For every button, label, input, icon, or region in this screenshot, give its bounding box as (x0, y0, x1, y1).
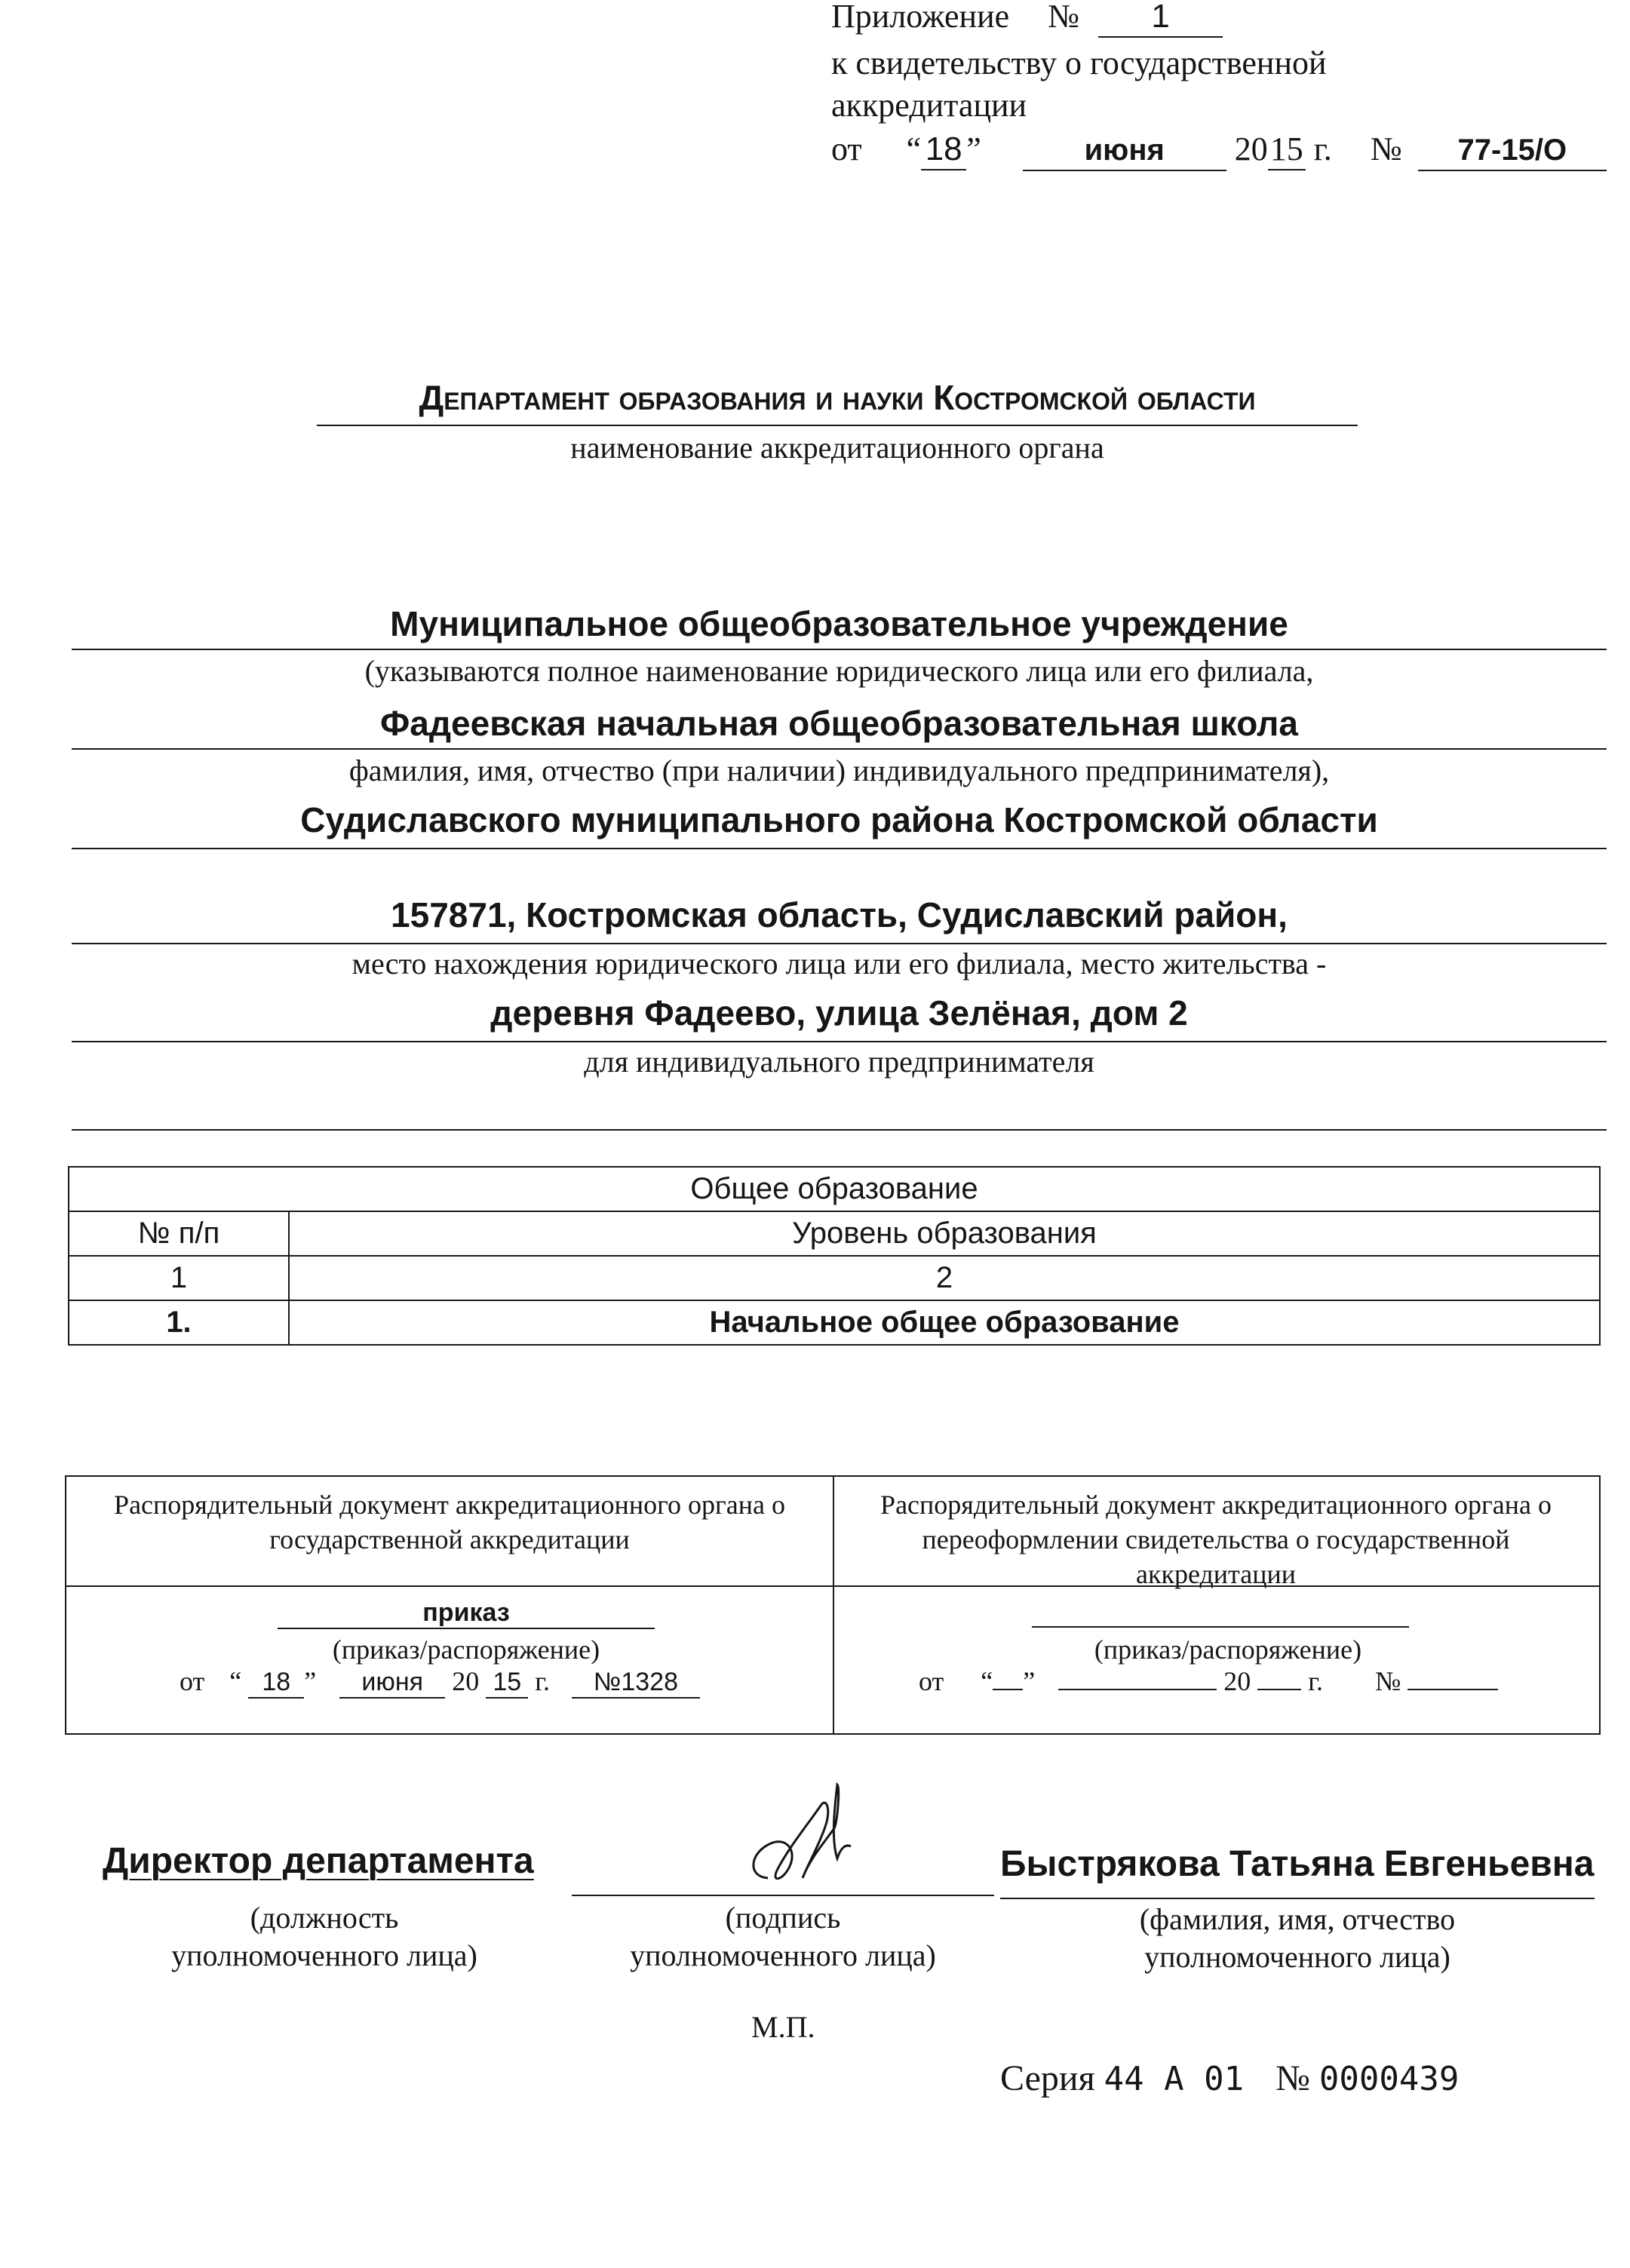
order-left-title: Распорядительный документ аккредитационного органа о государственной аккредитации (114, 1490, 785, 1554)
position-caption-line-2: уполномоченного лица) (171, 1938, 477, 1972)
order-right-month (1058, 1689, 1217, 1690)
order-right-year (1257, 1689, 1301, 1690)
authority-underline (317, 425, 1358, 426)
organization-line-1: Муниципальное общеобразовательное учреждение (390, 604, 1288, 643)
appendix-line-2: к свидетельству о государственной (831, 45, 1327, 81)
appendix-title-line: Приложение № 1 (831, 0, 1223, 38)
orders-box (65, 1475, 1601, 1735)
signature-caption-line-1: (подпись (725, 1901, 841, 1935)
name-caption-line-1: (фамилия, имя, отчество (1139, 1902, 1456, 1936)
appendix-month: июня (1023, 130, 1226, 171)
signature-caption-line-2: уполномоченного лица) (630, 1938, 936, 1972)
order-left-day: 18 (248, 1668, 304, 1699)
table-row (69, 1300, 1600, 1345)
order-right-number (1407, 1689, 1498, 1690)
organization-caption-1: (указываются полное наименование юридического лица или его филиала, (364, 654, 1314, 688)
name-caption-line-2: уполномоченного лица) (1144, 1940, 1450, 1974)
authority-name: Департамент образования и науки Костромской области (419, 378, 1256, 417)
certificate-number: 77-15/О (1418, 130, 1607, 171)
col-number-2: 2 (289, 1256, 1600, 1300)
series-line: Серия 44 А 01 № 0000439 (1000, 2058, 1460, 2098)
order-left-month: июня (339, 1668, 445, 1699)
address-caption-2: для индивидуального предпринимателя (584, 1045, 1094, 1079)
order-right-date: от “ ” 20 г. № (919, 1665, 1498, 1697)
position-caption (121, 1899, 528, 1975)
appendix-day: 18 (921, 130, 966, 170)
address-caption-1: место нахождения юридического лица или его филиала, место жительства - (351, 947, 1327, 981)
table-title: Общее образование (69, 1167, 1600, 1211)
table-column-numbers-row (69, 1256, 1600, 1300)
table-header-row (69, 1211, 1600, 1256)
address-line-1: 157871, Костромская область, Судиславский район, (391, 895, 1288, 935)
appendix-number: 1 (1098, 0, 1223, 38)
signature-caption (572, 1899, 994, 1975)
series-value: 44 А 01 (1104, 2060, 1245, 2098)
address-underline-3 (72, 1129, 1607, 1131)
signer-position: Директор департамента (103, 1841, 534, 1881)
organization-line-3: Судиславского муниципального района Костромской области (300, 800, 1378, 839)
col-number-1: 1 (69, 1256, 289, 1300)
order-left-type: приказ (278, 1597, 655, 1629)
education-table (68, 1166, 1601, 1346)
stamp-place: М.П. (751, 2010, 815, 2044)
order-right-type-line (1032, 1626, 1409, 1628)
organization-underline-3 (72, 848, 1607, 849)
appendix-line-3: аккредитации (831, 87, 1027, 124)
order-left-number: №1328 (572, 1668, 700, 1699)
organization-caption-2: фамилия, имя, отчество (при наличии) индивидуального предпринимателя), (348, 753, 1330, 787)
series-number: 0000439 (1318, 2060, 1460, 2098)
order-left-date: от “ 18 ” июня 20 15 г. №1328 (180, 1665, 700, 1699)
organization-underline-1 (72, 649, 1607, 650)
order-right-title: Распорядительный документ аккредитационного органа о переоформлении свидетельства о государственной аккредитации (880, 1490, 1552, 1589)
organization-line-2: Фадеевская начальная общеобразовательная школа (379, 704, 1298, 743)
authority-caption: наименование аккредитационного органа (570, 431, 1104, 465)
signer-name: Быстрякова Татьяна Евгеньевна (1000, 1844, 1595, 1884)
order-left-type-caption: (приказ/распоряжение) (332, 1634, 600, 1665)
name-caption (1041, 1901, 1554, 1976)
order-right-day (993, 1689, 1023, 1690)
signature-image (724, 1780, 883, 1901)
address-line-2: деревня Фадеево, улица Зелёная, дом 2 (490, 993, 1188, 1033)
order-right-type-caption: (приказ/распоряжение) (1094, 1634, 1362, 1665)
appendix-date-line: от “ 18 ” июня 2015 г. № 77-15/О (831, 130, 1607, 171)
signer-name-underline (1000, 1898, 1595, 1899)
position-caption-line-1: (должность (250, 1901, 399, 1935)
header-level: Уровень образования (289, 1211, 1600, 1256)
header-number: № п/п (69, 1211, 289, 1256)
row-level: Начальное общее образование (289, 1300, 1600, 1345)
row-number: 1. (69, 1300, 289, 1345)
order-left-year: 15 (486, 1668, 528, 1699)
orders-divider (833, 1477, 834, 1733)
address-underline-2 (72, 1041, 1607, 1042)
table-title-row (69, 1167, 1600, 1211)
address-underline-1 (72, 943, 1607, 944)
appendix-year: 15 (1268, 130, 1306, 170)
organization-underline-2 (72, 748, 1607, 750)
